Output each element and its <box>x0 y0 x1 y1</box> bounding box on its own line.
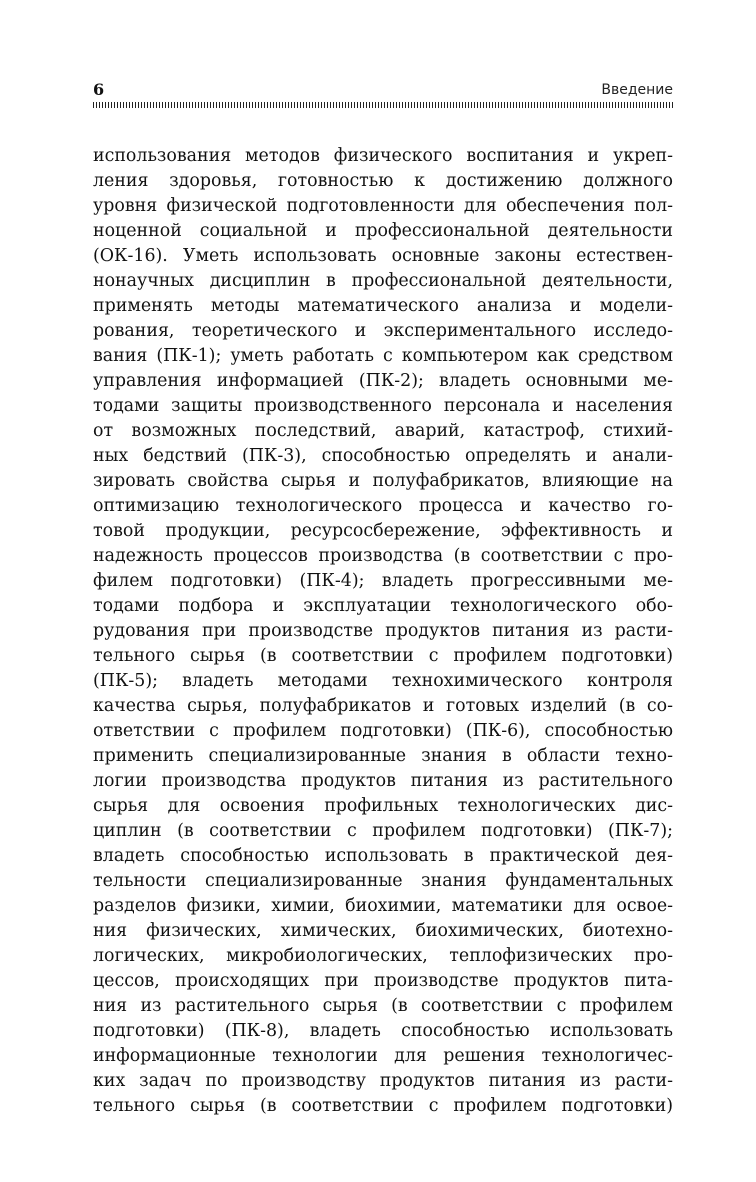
text-line: применить специализированные знания в области техно- <box>93 746 673 766</box>
text-line: логии производства продуктов питания из растительного <box>93 771 673 791</box>
text-line: качества сырья, полуфабрикатов и готовых изделий (в со- <box>93 696 673 716</box>
text-line: ных бедствий (ПК-3), способностью определять и анали- <box>93 446 673 466</box>
text-line: информационные технологии для решения технологичес- <box>93 1046 673 1066</box>
text-line: подготовки) (ПК-8), владеть способностью использовать <box>93 1021 673 1041</box>
text-line: (ПК-5); владеть методами технохимического контроля <box>93 671 673 691</box>
text-line: владеть способностью использовать в практической дея- <box>93 846 673 866</box>
text-line: от возможных последствий, аварий, катастроф, стихий- <box>93 421 673 441</box>
page-header <box>93 80 673 102</box>
text-line: зировать свойства сырья и полуфабрикатов, влияющие на <box>93 471 673 491</box>
text-line: филем подготовки) (ПК-4); владеть прогрессивными ме- <box>93 571 673 591</box>
header-rule <box>93 102 673 108</box>
text-line: ких задач по производству продуктов питания из расти- <box>93 1071 673 1091</box>
text-line: надежность процессов производства (в соответствии с про- <box>93 546 673 566</box>
text-line: ления здоровья, готовностью к достижению должного <box>93 171 673 191</box>
running-head: Введение <box>601 82 673 98</box>
text-line: оптимизацию технологического процесса и качество го- <box>93 496 673 516</box>
text-line: рудования при производстве продуктов питания из расти- <box>93 621 673 641</box>
text-line: тельного сырья (в соответствии с профилем подготовки) <box>93 1096 673 1116</box>
body-text <box>93 144 673 1119</box>
text-line: (ОК-16). Уметь использовать основные законы естествен- <box>93 246 673 266</box>
text-line: ния физических, химических, биохимических, биотехно- <box>93 921 673 941</box>
text-line: цессов, происходящих при производстве продуктов пита- <box>93 971 673 991</box>
text-line: тодами защиты производственного персонала и населения <box>93 396 673 416</box>
text-line: вания (ПК-1); уметь работать с компьютером как средством <box>93 346 673 366</box>
text-line: сырья для освоения профильных технологических дис- <box>93 796 673 816</box>
text-line: ноценной социальной и профессиональной деятельности <box>93 221 673 241</box>
text-line: ния из растительного сырья (в соответствии с профилем <box>93 996 673 1016</box>
text-line: тельности специализированные знания фундаментальных <box>93 871 673 891</box>
text-line: ответствии с профилем подготовки) (ПК-6), способностью <box>93 721 673 741</box>
text-line: тодами подбора и эксплуатации технологического обо- <box>93 596 673 616</box>
text-line: тельного сырья (в соответствии с профилем подготовки) <box>93 646 673 666</box>
text-line: использования методов физического воспитания и укреп- <box>93 146 673 166</box>
text-line: разделов физики, химии, биохимии, математики для освое- <box>93 896 673 916</box>
text-line: рования, теоретического и экспериментального исследо- <box>93 321 673 341</box>
text-line: нонаучных дисциплин в профессиональной деятельности, <box>93 271 673 291</box>
text-line: циплин (в соответствии с профилем подготовки) (ПК-7); <box>93 821 673 841</box>
page-number: 6 <box>93 80 105 99</box>
text-line: управления информацией (ПК-2); владеть основными ме- <box>93 371 673 391</box>
text-line: применять методы математического анализа и модели- <box>93 296 673 316</box>
text-line: товой продукции, ресурсосбережение, эффективность и <box>93 521 673 541</box>
text-line: уровня физической подготовленности для обеспечения пол- <box>93 196 673 216</box>
text-line: логических, микробиологических, теплофизических про- <box>93 946 673 966</box>
